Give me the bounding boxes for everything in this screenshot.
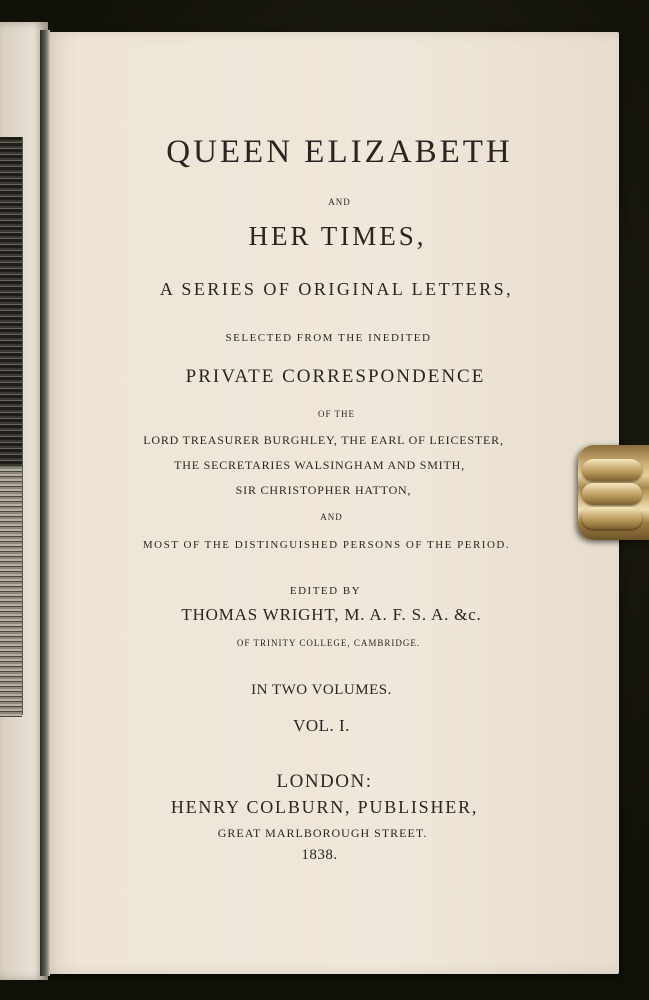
imprint-publisher: HENRY COLBURN, PUBLISHER,: [170, 797, 479, 817]
title-page-text: [44, 32, 619, 974]
editor-name: THOMAS WRIGHT, M. A. F. S. A. &c.: [181, 605, 482, 624]
volume-number: VOL. I.: [293, 716, 350, 735]
subtitle-selected: SELECTED FROM THE INEDITED: [225, 332, 432, 344]
subtitle-series: A SERIES OF ORIGINAL LETTERS,: [159, 279, 514, 299]
of-the-label: OF THE: [317, 409, 356, 419]
persons-line-1: LORD TREASURER BURGHLEY, THE EARL OF LEICESTER,: [143, 433, 504, 447]
book-title-line-1: QUEEN ELIZABETH: [166, 134, 513, 170]
persons-line-3: SIR CHRISTOPHER HATTON,: [235, 483, 412, 497]
conjunction-and-1: AND: [328, 197, 351, 207]
imprint-street: GREAT MARLBOROUGH STREET.: [217, 826, 428, 840]
conjunction-and-2: AND: [320, 512, 343, 522]
edited-by-label: EDITED BY: [289, 585, 362, 597]
frontispiece-engraving: [0, 137, 23, 715]
imprint-city: LONDON:: [276, 771, 373, 792]
persons-line-2: THE SECRETARIES WALSINGHAM AND SMITH,: [174, 458, 465, 472]
most-distinguished-persons: MOST OF THE DISTINGUISHED PERSONS OF THE PERIOD.: [142, 539, 511, 551]
frontispiece-portrait-detail: [0, 467, 22, 717]
imprint-year: 1838.: [301, 847, 338, 863]
editor-college: OF TRINITY COLLEGE, CAMBRIDGE.: [236, 638, 421, 648]
volumes-note: IN TWO VOLUMES.: [251, 682, 392, 698]
book-title-line-2: HER TIMES,: [248, 221, 427, 251]
subtitle-private-correspondence: PRIVATE CORRESPONDENCE: [185, 366, 486, 387]
